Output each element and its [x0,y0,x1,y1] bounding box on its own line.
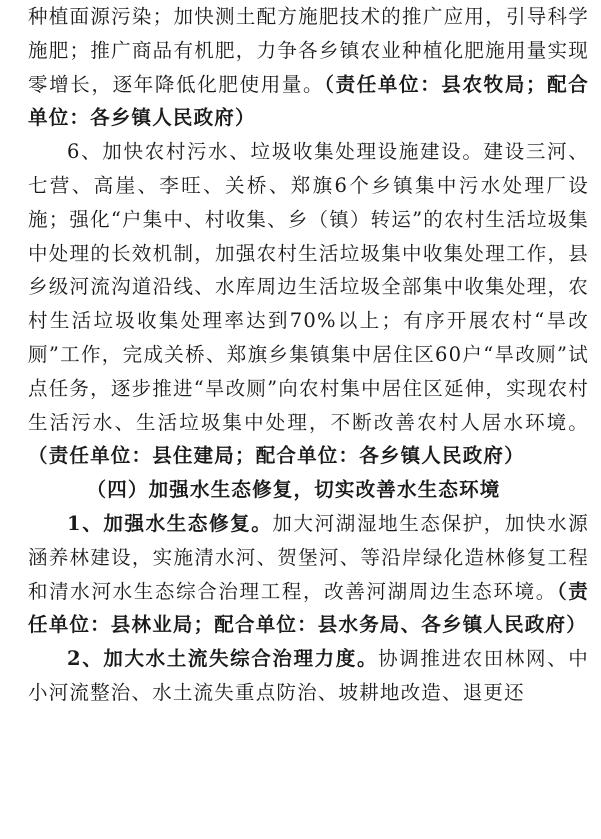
paragraph-lead: 2、加大水土流失综合治理力度。 [67,647,379,671]
paragraph-item-2 [28,642,589,710]
paragraph-lead: 1、加强水生态修复。 [67,511,273,535]
responsibility-note: （责任单位：县林业局；配合单位：县水务局、各乡镇人民政府） [28,579,589,637]
responsibility-note: （责任单位：县农牧局；配合单位：各乡镇人民政府） [28,72,589,130]
paragraph-text: 6、加快农村污水、垃圾收集处理设施建设。建设三河、七营、高崖、李旺、关桥、郑旗6个乡镇集中污水处理厂设施；强化“户集中、村收集、乡（镇）转运”的农村生活垃圾集中处理的长效机制，加强农村生活垃圾集中收集处理工作，县乡级河流沟道沿线、水库周边生活垃圾全部集中收集处理，农村生活垃圾收集处理率达到70%以上；有序开展农村“旱改厕”工作，完成关桥、郑旗乡集镇集中居住区60户“旱改厕”试点任务，逐步推进“旱改厕”向农村集中居住区延伸，实现农村生活污水、生活垃圾集中处理，不断改善农村人居水环境。 [28,140,589,434]
paragraph-continued [28,0,589,135]
paragraph-item-6 [28,135,589,473]
paragraph-item-1 [28,507,589,642]
paragraph-text: 加大河湖湿地生态保护，加快水源涵养林建设，实施清水河、贺堡河、等沿岸绿化造林修复工程和清水河水生态综合治理工程，改善河湖周边生态环境。 [28,511,589,603]
responsibility-note: （责任单位：县住建局；配合单位：各乡镇人民政府） [28,444,525,468]
paragraph-text: 种植面源污染；加快测土配方施肥技术的推广应用，引导科学施肥；推广商品有机肥，力争各乡镇农业种植化肥施用量实现零增长，逐年降低化肥使用量。 [28,5,589,96]
paragraph-text: 协调推进农田林网、中小河流整治、水土流失重点防治、坡耕地改造、退更还 [28,647,589,704]
section-heading: （四）加强水生态修复，切实改善水生态环境 [86,478,501,502]
